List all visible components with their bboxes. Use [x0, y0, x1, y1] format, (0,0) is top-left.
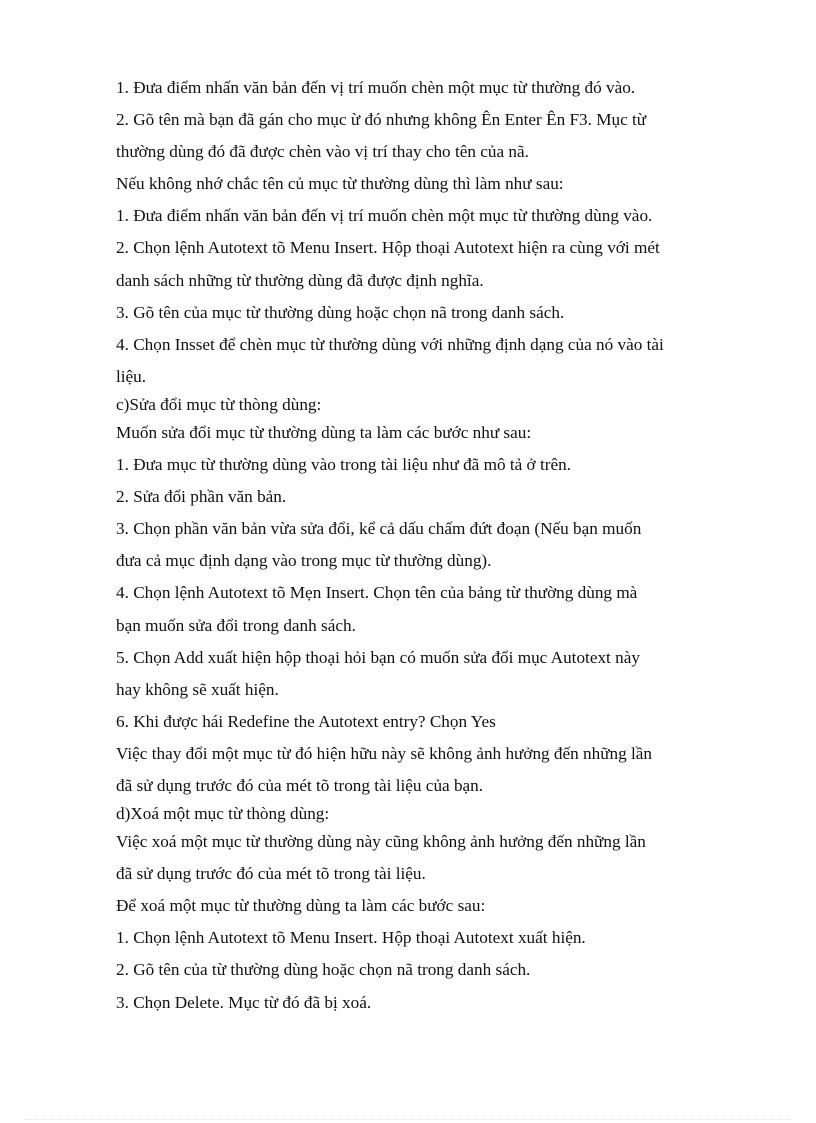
document-line: Việc thay đổi một mục từ đó hiện hữu này sẽ không ảnh hưởng đến những lần — [116, 743, 653, 763]
document-line: đưa cả mục định dạng vào trong mục từ thường dùng). — [116, 551, 492, 571]
document-line: 2. Gõ tên của từ thường dùng hoặc chọn nã trong danh sách. — [116, 960, 531, 980]
document-line: 1. Đưa điểm nhấn văn bản đến vị trí muốn chèn một mục từ thường đó vào. — [116, 78, 636, 97]
document-line: bạn muốn sửa đổi trong danh sách. — [116, 615, 356, 635]
document-line: 5. Chọn Add xuất hiện hộp thoại hỏi bạn có muốn sửa đổi mục Autotext này — [116, 647, 640, 667]
document-line: đã sử dụng trước đó của mét tõ trong tài liệu của bạn. — [116, 775, 484, 795]
document-line: d)Xoá một mục từ thòng dùng: — [116, 804, 330, 824]
document-line: 1. Đưa mục từ thường dùng vào trong tài liệu như đã mô tả ở trên. — [116, 455, 571, 475]
document-line: 2. Sửa đổi phần văn bản. — [116, 487, 287, 507]
document-line: 1. Chọn lệnh Autotext tõ Menu Insert. Hộp thoại Autotext xuất hiện. — [116, 928, 586, 948]
document-line: 6. Khi được hái Redefine the Autotext entry? Chọn Yes — [116, 711, 496, 731]
document-line: c)Sửa đổi mục từ thòng dùng: — [116, 394, 322, 414]
document-line: 4. Chọn lệnh Autotext tõ Mẹn Insert. Chọn tên của bảng từ thường dùng mà — [116, 583, 638, 603]
document-line: danh sách những từ thường dùng đã được định nghĩa. — [116, 270, 484, 290]
document-line: Muốn sửa đổi mục từ thường dùng ta làm các bước như sau: — [116, 422, 532, 442]
document-line: Để xoá một mục từ thường dùng ta làm các bước sau: — [116, 896, 486, 916]
document-line: thường dùng đó đã được chèn vào vị trí thay cho tên của nã. — [116, 142, 529, 162]
document-line: 2. Gõ tên mà bạn đã gán cho mục ừ đó nhưng không Ên Enter Ên F3. Mục từ — [116, 110, 647, 130]
document-line: hay không sẽ xuất hiện. — [116, 679, 279, 699]
document-line: 3. Gõ tên của mục từ thường dùng hoặc chọn nã trong danh sách. — [116, 302, 565, 322]
document-line: 3. Chọn Delete. Mục từ đó đã bị xoá. — [116, 992, 372, 1012]
document-line: 4. Chọn Insset để chèn mục từ thường dùng với những định dạng của nó vào tài — [116, 334, 664, 354]
document-line: liệu. — [116, 366, 147, 386]
document-line: Việc xoá một mục từ thường dùng này cũng không ảnh hưởng đến những lần — [116, 832, 646, 852]
document-body — [116, 72, 756, 1019]
document-line: 2. Chọn lệnh Autotext tõ Menu Insert. Hộp thoại Autotext hiện ra cùng với mét — [116, 238, 660, 258]
document-line: đã sử dụng trước đó của mét tõ trong tài liệu. — [116, 864, 426, 884]
page-bottom-divider — [24, 1119, 792, 1120]
document-line: 1. Đưa điểm nhấn văn bản đến vị trí muốn chèn một mục từ thường dùng vào. — [116, 206, 653, 226]
document-line: 3. Chọn phần văn bản vừa sửa đổi, kể cả dấu chấm đứt đoạn (Nếu bạn muốn — [116, 519, 642, 539]
document-line: Nếu không nhớ chắc tên củ mục từ thường dùng thì làm như sau: — [116, 174, 564, 194]
